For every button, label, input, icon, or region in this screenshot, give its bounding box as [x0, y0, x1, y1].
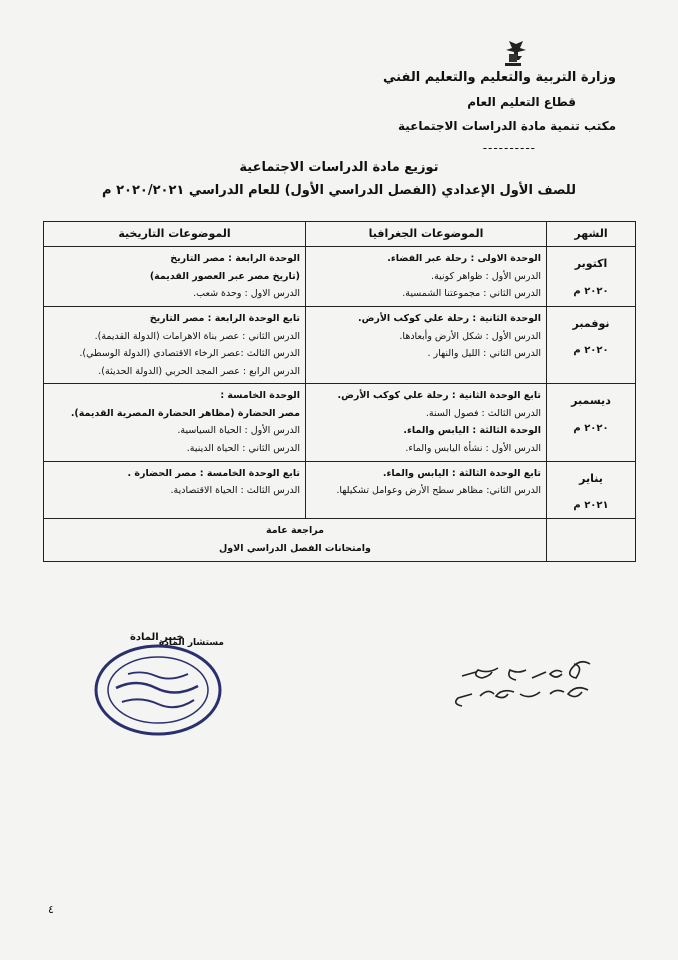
history-cell — [44, 461, 306, 519]
hist-line: (تاريخ مصر عبر العصور القديمة) — [149, 270, 300, 282]
eagle-emblem-icon — [498, 36, 528, 68]
sector-name: قطاع التعليم العام — [467, 95, 576, 109]
month-year: ٢٠٢١ م — [573, 499, 609, 511]
geo-line: تابع الوحدة الثالثة : اليابس والماء. — [382, 467, 541, 479]
month-cell — [547, 247, 636, 307]
geo-line: الدرس الأول : ظواهر كونية. — [431, 270, 541, 282]
hist-line: تابع الوحدة الخامسة : مصر الحضارة . — [127, 467, 300, 479]
curriculum-table — [43, 221, 636, 562]
geo-line: تابع الوحدة الثانية : رحلة علي كوكب الأرض. — [337, 390, 541, 402]
geo-line: الدرس الثاني: مظاهر سطح الأرض وعوامل تشكيلها. — [336, 485, 541, 497]
hist-line: الدرس الاول : وحدة شعب. — [193, 288, 300, 300]
table-row — [44, 307, 636, 384]
header-month: الشهر — [547, 222, 636, 247]
hist-line: الدرس الأول : الحياة السياسية. — [177, 425, 300, 437]
header-geography: الموضوعات الجغرافيا — [306, 222, 547, 247]
hist-line: تابع الوحدة الرابعة : مصر التاريخ — [149, 313, 300, 325]
history-cell — [44, 307, 306, 384]
month-year: ٢٠٢٠ م — [573, 285, 609, 297]
geo-line: الوحدة الثالثة : اليابس والماء. — [403, 425, 541, 437]
hist-line: الوحدة الرابعة : مصر التاريخ — [170, 253, 300, 265]
month-cell — [547, 461, 636, 519]
geo-line: الدرس الأول : نشأة اليابس والماء. — [405, 442, 541, 454]
hist-line: الدرس الثالث :عصر الرخاء الاقتصادي (الدولة الوسطي). — [79, 348, 300, 360]
review-cell — [44, 519, 547, 561]
header-separator: ---------- — [482, 141, 536, 155]
month-name: نوفمبر — [572, 317, 610, 331]
hist-line: الدرس الثاني : عصر بناة الاهرامات (الدولة القديمة). — [94, 330, 300, 342]
month-cell — [547, 384, 636, 461]
review-line: وامتحانات الفصل الدراسي الاول — [219, 542, 371, 554]
month-year: ٢٠٢٠ م — [573, 345, 609, 357]
month-name: اكتوبر — [574, 257, 608, 271]
review-line: مراجعة عامة — [265, 525, 325, 537]
hist-line: الدرس الرابع : عصر المجد الحربي (الدولة الحديثة). — [98, 365, 300, 377]
header-history: الموضوعات التاريخية — [44, 222, 306, 247]
hist-line: الدرس الثالث : الحياة الاقتصادية. — [170, 485, 300, 497]
hist-line: مصر الحضارة (مظاهر الحضارة المصرية القديمة). — [70, 407, 300, 419]
geography-cell — [306, 384, 547, 461]
table-row — [44, 384, 636, 461]
hist-line: الدرس الثاني : الحياة الدينية. — [186, 442, 300, 454]
history-cell — [44, 247, 306, 307]
expert-label: خبير المادة — [130, 632, 184, 643]
geography-cell — [306, 247, 547, 307]
official-stamp-icon — [88, 640, 228, 740]
document-subtitle: للصف الأول الإعدادي (الفصل الدراسي الأول) للعام الدراسي ٢٠٢٠/٢٠٢١ م — [102, 183, 576, 198]
page-number: ٤ — [48, 903, 54, 916]
geo-line: الدرس الثالث : فصول السنة. — [425, 407, 541, 419]
geo-line: الدرس الأول : شكل الأرض وأبعادها. — [399, 330, 541, 342]
table-row — [44, 247, 636, 307]
table-row — [44, 461, 636, 519]
month-name: ديسمبر — [571, 394, 611, 408]
review-month-cell — [547, 519, 636, 561]
document-title: توزيع مادة الدراسات الاجتماعية — [239, 160, 439, 175]
history-cell — [44, 384, 306, 461]
month-name: يناير — [579, 471, 603, 485]
ministry-name: وزارة التربية والتعليم والتعليم الفني — [383, 70, 616, 85]
office-name: مكتب تنمية مادة الدراسات الاجتماعية — [398, 119, 616, 133]
handwritten-signatures-icon — [400, 650, 600, 710]
advisor-label: مستشار المادة — [158, 638, 224, 648]
geo-line: الوحدة الثانية : رحلة علي كوكب الأرض. — [357, 313, 541, 325]
month-cell — [547, 307, 636, 384]
geography-cell — [306, 307, 547, 384]
review-row — [44, 519, 636, 561]
geography-cell — [306, 461, 547, 519]
hist-line: الوحدة الخامسة : — [220, 390, 300, 402]
geo-line: الدرس الثاني : مجموعتنا الشمسية. — [402, 288, 541, 300]
geo-line: الوحدة الاولى : رحلة عبر الفضاء. — [387, 253, 541, 265]
table-header-row — [44, 222, 636, 247]
geo-line: الدرس الثاني : الليل والنهار . — [427, 348, 541, 360]
month-year: ٢٠٢٠ م — [573, 422, 609, 434]
